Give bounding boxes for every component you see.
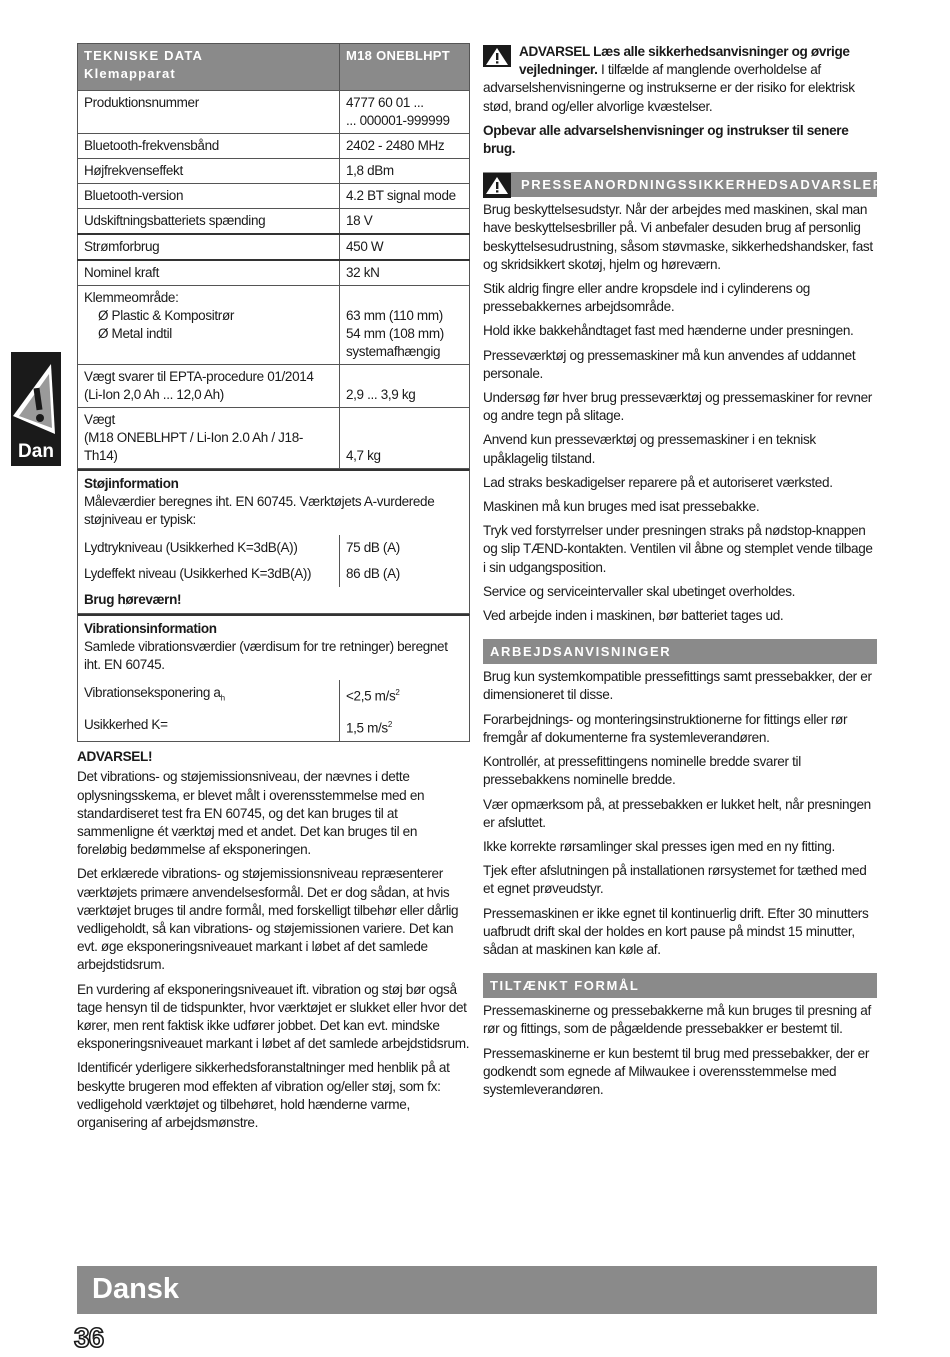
paragraph: Anvend kun presseværktøj og pressemaskiner i en teknisk upåklagelig tilstand. [483,432,816,466]
table-header-model: M18 ONEBLHPT [340,44,470,91]
row-value: <2,5 $m/s^2$ [339,680,469,712]
page-number: 36 [74,1322,104,1353]
paragraph: Pressemaskinerne og pressebakkerne må kun bruges til presning af rør og fittings, som de pågældende pressebakker er bestemt til. [483,1003,871,1037]
paragraph: Identificér yderligere sikkerhedsforanstaltninger med henblik på at beskytte brugeren mod effekten af vibration og/eller støj, som fx: vedligehold værktøjet og tilbehøret, hold hænderne varme, organisering af arbejdsmønstre. [77,1060,450,1131]
table-row-weight-epta [78,365,470,408]
row-label: Vibrationseksponering $a_h$ [84,685,225,703]
general-warning: ADVARSEL Læs alle sikkerhedsanvisninger og øvrige vejledninger. I tilfælde af manglende overholdelse af advarselshenvisningerne og instrukserne er der risiko for elektrisk stød, brand og/eller alvorlige kvæstelser. [483,44,855,114]
keep-instructions-note: Opbevar alle advarselshenvisninger og instrukser til senere brug. [483,122,849,157]
paragraph: Ved arbejde inden i maskinen, bør batteriet tages ud. [483,608,784,624]
footer-language-label: Dansk [92,1273,180,1305]
paragraph: Presseværktøj og pressemaskiner må kun anvendes af uddannet personale. [483,347,856,381]
table-row [78,712,469,742]
paragraph: Stik aldrig fingre eller andre kropsdele ind i cylinderens og pressebakkernes arbejdsområde. [483,281,810,315]
paragraph: Det erklærede vibrations- og støjemissionsniveau repræsenterer værktøjets primære anvendelsesformål. Det er dog sådan, at hvis værktøjet bruges til andre formål, med forskelligt tilbehør eller dårlig vedligeholdt, så kan vibrations- og støjemissionen variere. Det kan evt. øge eksponeringsniveauet markant i løbet af det samlede arbejdstidsrum. [77,866,459,973]
table-row-clamp-range [78,286,470,365]
safety-warnings-list [483,201,877,625]
language-side-tab [11,352,61,466]
row-label: Lydtrykniveau (Usikkerhed K=3dB(A)) [84,540,298,555]
side-tab-label: Dan [18,441,54,462]
table-row [78,535,469,561]
paragraph: Brug beskyttelsesudstyr. Når der arbejdes med maskinen, skal man have beskyttelsesbriller på. Vi anbefaler desuden brug af personlig beskyttelsesudrustning, såsom støvmaske, sikkerhedshandsker, fast og skridsikkert skotøj, hjelm og høreværn. [483,202,873,272]
paragraph: Forarbejdnings- og monteringsinstruktionerne for fittings eller rør fremgår af dokumenterne fra systemleverandøren. [483,711,848,745]
warning-triangle-icon [483,173,511,197]
paragraph: Lad straks beskadigelser reparere på et autoriseret værksted. [483,474,833,490]
table-row [78,561,469,587]
vibration-info-box [77,614,470,742]
section-heading: PRESSEANORDNINGSSIKKERHEDSADVARSLER [483,172,877,197]
row-value: 4.2 BT signal mode [340,184,470,209]
row-value: 2,9 ... 3,9 kg [340,365,470,408]
noise-info-box [77,469,470,614]
right-column [483,43,884,1105]
paragraph: Maskinen må kun bruges med isat pressebakke. [483,499,760,515]
row-value: 75 dB (A) [339,535,469,561]
row-value: 63 mm (110 mm) 54 mm (108 mm) systemafhængig [340,286,470,365]
row-label: Strømforbrug [78,234,340,260]
warning-heading: ADVARSEL! [77,749,153,765]
table-row [78,134,470,159]
paragraph: Service og serviceintervaller skal ubetinget overholdes. [483,583,796,599]
table-row [78,209,470,235]
paragraph: Brug kun systemkompatible pressefittings samt pressebakker, der er dimensioneret til disse. [483,669,872,703]
row-label: Vægt (M18 ONEBLHPT / Li-Ion 2.0 Ah / J18-Th14) [78,408,340,469]
table-row [78,184,470,209]
table-header-row [78,44,470,91]
table-row [78,260,470,286]
warning-triangle-icon [11,356,61,440]
row-label: Bluetooth-frekvensbånd [78,134,340,159]
paragraph: Vær opmærksom på, at pressebakken er lukket helt, når presningen er afsluttet. [483,796,871,830]
table-row-weight [78,408,470,469]
section-heading: ARBEJDSANVISNINGER [483,639,877,664]
row-value: 4,7 kg [340,408,470,469]
paragraph: En vurdering af eksponeringsniveauet ift. vibration og støj bør også tage hensyn til de tidspunkter, hvor værktøjet er slukket eller hvor det kører, men rent faktisk ikke udfører jobbet. Det kan evt. mindske eksponeringsniveauet markant i løbet af det samlede arbejdstidsrum. [77,981,470,1052]
intended-use-list [483,1002,877,1099]
footer-language-bar [77,1266,877,1314]
table-header-left [78,44,340,91]
vibration-description: Samlede vibrationsværdier (værdisum for tre retninger) beregnet iht. EN 60745. [84,639,448,672]
paragraph: Undersøg før hver brug presseværktøj og pressemaskiner for revner og andre tegn på slitage. [483,390,872,424]
row-label: Højfrekvenseffekt [78,159,340,184]
row-value: 4777 60 01 ... ... 000001-999999 [340,91,470,134]
row-value: 1,8 dBm [340,159,470,184]
paragraph: Tjek efter afslutningen på installationen rørsystemet for tæthed med et egnet prøveudstyr. [483,863,867,897]
row-label: Nominel kraft [78,260,340,286]
paragraph: Det vibrations- og støjemissionsniveau, der nævnes i dette oplysningsskema, er blevet målt i overensstemmelse med en standardiseret test fra EN 60745, og det kan bruges til at sammenligne ét værktøj med et andet. Det kan bruges til en foreløbig bedømmelse af eksponeringen. [77,769,425,858]
row-value: 2402 - 2480 MHz [340,134,470,159]
hearing-protection-note: Brug høreværn! [84,592,182,607]
row-label: Vægt svarer til EPTA-procedure 01/2014 (Li-Ion 2,0 Ah ... 12,0 Ah) [78,365,340,408]
technical-data-table [77,43,470,469]
paragraph: Hold ikke bakkehåndtaget fast med hænderne under presningen. [483,323,854,339]
table-row [78,91,470,134]
row-value: 86 dB (A) [339,561,469,587]
noise-description: Måleværdier beregnes iht. EN 60745. Værktøjets A-vurderede støjniveau er typisk: [84,494,435,527]
noise-title: Støjinformation [84,476,179,491]
warning-triangle-icon [483,45,511,67]
table-row [78,159,470,184]
header-subtitle: Klemapparat [84,66,176,81]
row-label: Produktionsnummer [78,91,340,134]
row-value: 450 W [340,234,470,260]
section-heading: TILTÆNKT FORMÅL [483,973,877,998]
table-row [78,680,469,712]
row-value: 18 V [340,209,470,235]
paragraph: Tryk ved forstyrrelser under presningen straks på nødstop-knappen og slip TÆND-kontakten. Ventilen vil åbne og stemplet vende tilbage i sin udgangsposition. [483,523,873,575]
table-row [78,234,470,260]
left-column [77,43,470,1138]
row-value: 32 kN [340,260,470,286]
row-label: Udskiftningsbatteriets spænding [78,209,340,235]
row-label: Usikkerhed K= [84,716,168,732]
paragraph: Pressemaskinen er ikke egnet til kontinuerlig drift. Efter 30 minutters uafbrudt drift skal der holdes en kort pause på mindst 15 minutter, sådan at maskinen kan køle af. [483,905,869,957]
row-value: 1,5 $m/s^2$ [339,712,469,742]
row-label: Lydeffekt niveau (Usikkerhed K=3dB(A)) [84,566,312,581]
row-label: Klemmeområde: Ø Plastic & Kompositrør Ø Metal indtil [78,286,340,365]
header-title: TEKNISKE DATA [84,48,204,63]
work-instructions-list [483,668,877,959]
paragraph: Pressemaskinerne er kun bestemt til brug med pressebakker, der er godkendt som egnede af Milwaukee i overensstemmelse med systemleverandøren. [483,1045,870,1097]
vibration-title: Vibrationsinformation [84,621,217,636]
paragraph: Ikke korrekte rørsamlinger skal presses igen med en ny fitting. [483,838,835,854]
row-label: Bluetooth-version [78,184,340,209]
paragraph: Kontrollér, at pressefittingens nominelle bredde svarer til pressebakkens nominelle bredde. [483,754,801,788]
